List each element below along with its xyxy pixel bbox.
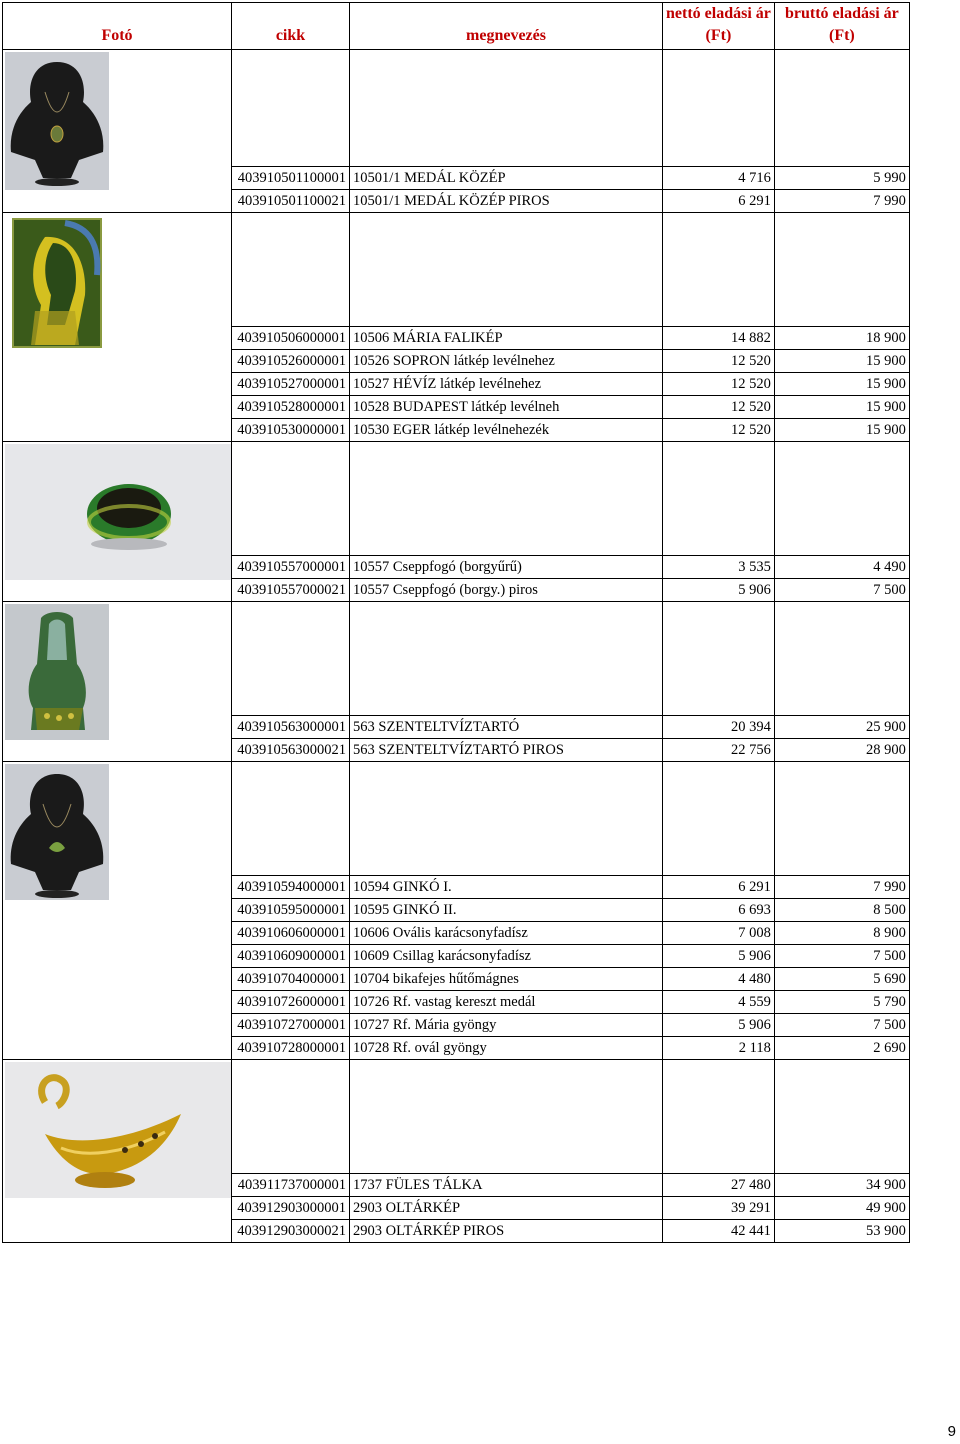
holy-water-font-photo — [5, 604, 109, 740]
photo-row — [3, 213, 910, 327]
gross-price-cell: 7 500 — [774, 579, 909, 602]
photo-cell — [3, 213, 232, 442]
name-cell: 10501/1 MEDÁL KÖZÉP — [350, 167, 663, 190]
photo-row — [3, 762, 910, 876]
name-cell: 2903 OLTÁRKÉP — [350, 1197, 663, 1220]
name-cell: 563 SZENTELTVÍZTARTÓ PIROS — [350, 739, 663, 762]
cikk-cell: 403910557000001 — [232, 556, 350, 579]
name-cell: 10606 Ovális karácsonyfadísz — [350, 922, 663, 945]
cikk-cell: 403910704000001 — [232, 968, 350, 991]
cikk-cell: 403910528000001 — [232, 396, 350, 419]
name-cell: 563 SZENTELTVÍZTARTÓ — [350, 716, 663, 739]
cikk-cell: 403910527000001 — [232, 373, 350, 396]
gross-price-cell: 34 900 — [774, 1174, 909, 1197]
photo-cell — [3, 602, 232, 762]
header-netto-line1: nettó eladási ár — [666, 5, 771, 22]
gross-price-cell: 53 900 — [774, 1220, 909, 1243]
header-brutto-line2: (Ft) — [828, 27, 855, 44]
gross-price-cell: 25 900 — [774, 716, 909, 739]
net-price-cell: 12 520 — [663, 350, 775, 373]
name-cell: 10557 Cseppfogó (borgyűrű) — [350, 556, 663, 579]
name-cell: 10609 Csillag karácsonyfadísz — [350, 945, 663, 968]
header-brutto-line1: bruttó eladási ár — [784, 5, 899, 22]
photo-row — [3, 1060, 910, 1174]
cikk-cell: 403910728000001 — [232, 1037, 350, 1060]
cikk-cell: 403910727000001 — [232, 1014, 350, 1037]
header-foto: Fotó — [3, 3, 232, 50]
header-cikk: cikk — [232, 3, 350, 50]
ginkgo-necklace-photo — [5, 764, 109, 900]
name-cell: 10595 GINKÓ II. — [350, 899, 663, 922]
net-price-cell: 5 906 — [663, 945, 775, 968]
cikk-cell: 403910563000001 — [232, 716, 350, 739]
mary-plaque-photo — [5, 215, 109, 351]
net-price-cell: 42 441 — [663, 1220, 775, 1243]
gross-price-cell: 7 500 — [774, 1014, 909, 1037]
name-cell: 2903 OLTÁRKÉP PIROS — [350, 1220, 663, 1243]
cikk-cell: 403910594000001 — [232, 876, 350, 899]
net-price-cell: 7 008 — [663, 922, 775, 945]
cikk-cell: 403910606000001 — [232, 922, 350, 945]
photo-cell — [3, 50, 232, 213]
gross-price-cell: 8 900 — [774, 922, 909, 945]
name-cell: 10506 MÁRIA FALIKÉP — [350, 327, 663, 350]
necklace-bust-photo — [5, 52, 109, 190]
cikk-cell: 403910530000001 — [232, 419, 350, 442]
net-price-cell: 6 291 — [663, 876, 775, 899]
photo-row — [3, 50, 910, 167]
cikk-cell: 403910595000001 — [232, 899, 350, 922]
gross-price-cell: 15 900 — [774, 350, 909, 373]
net-price-cell: 12 520 — [663, 396, 775, 419]
name-cell: 10726 Rf. vastag kereszt medál — [350, 991, 663, 1014]
name-cell: 10527 HÉVÍZ látkép levélnehez — [350, 373, 663, 396]
cikk-cell: 403910726000001 — [232, 991, 350, 1014]
gross-price-cell: 7 500 — [774, 945, 909, 968]
gross-price-cell: 15 900 — [774, 373, 909, 396]
net-price-cell: 20 394 — [663, 716, 775, 739]
gross-price-cell: 2 690 — [774, 1037, 909, 1060]
name-cell: 1737 FÜLES TÁLKA — [350, 1174, 663, 1197]
net-price-cell: 4 480 — [663, 968, 775, 991]
gross-price-cell: 8 500 — [774, 899, 909, 922]
cikk-cell: 403910506000001 — [232, 327, 350, 350]
page-number: 9 — [947, 1423, 956, 1440]
photo-cell — [3, 762, 232, 1060]
name-cell: 10727 Rf. Mária gyöngy — [350, 1014, 663, 1037]
net-price-cell: 22 756 — [663, 739, 775, 762]
gross-price-cell: 18 900 — [774, 327, 909, 350]
cikk-cell: 403910501100001 — [232, 167, 350, 190]
net-price-cell: 14 882 — [663, 327, 775, 350]
net-price-cell: 4 716 — [663, 167, 775, 190]
name-cell: 10704 bikafejes hűtőmágnes — [350, 968, 663, 991]
cikk-cell: 403910557000021 — [232, 579, 350, 602]
net-price-cell: 12 520 — [663, 373, 775, 396]
name-cell: 10557 Cseppfogó (borgy.) piros — [350, 579, 663, 602]
net-price-cell: 6 291 — [663, 190, 775, 213]
photo-cell — [3, 1060, 232, 1243]
name-cell: 10594 GINKÓ I. — [350, 876, 663, 899]
net-price-cell: 39 291 — [663, 1197, 775, 1220]
gross-price-cell: 5 690 — [774, 968, 909, 991]
price-list-table — [2, 2, 910, 1243]
header-megnevezes: megnevezés — [350, 3, 663, 50]
net-price-cell: 4 559 — [663, 991, 775, 1014]
cikk-cell: 403910526000001 — [232, 350, 350, 373]
header-row — [3, 3, 910, 50]
drip-ring-photo — [5, 444, 231, 580]
net-price-cell: 12 520 — [663, 419, 775, 442]
cikk-cell: 403910501100021 — [232, 190, 350, 213]
cikk-cell: 403911737000001 — [232, 1174, 350, 1197]
photo-row — [3, 602, 910, 716]
gross-price-cell: 5 790 — [774, 991, 909, 1014]
cikk-cell: 403912903000021 — [232, 1220, 350, 1243]
net-price-cell: 3 535 — [663, 556, 775, 579]
gross-price-cell: 7 990 — [774, 876, 909, 899]
name-cell: 10528 BUDAPEST látkép levélneh — [350, 396, 663, 419]
gross-price-cell: 5 990 — [774, 167, 909, 190]
net-price-cell: 27 480 — [663, 1174, 775, 1197]
header-netto — [663, 3, 775, 50]
net-price-cell: 5 906 — [663, 579, 775, 602]
net-price-cell: 5 906 — [663, 1014, 775, 1037]
net-price-cell: 2 118 — [663, 1037, 775, 1060]
photo-cell — [3, 442, 232, 602]
name-cell: 10728 Rf. ovál gyöngy — [350, 1037, 663, 1060]
net-price-cell: 6 693 — [663, 899, 775, 922]
header-netto-line2: (Ft) — [705, 27, 732, 44]
name-cell: 10526 SOPRON látkép levélnehez — [350, 350, 663, 373]
cikk-cell: 403912903000001 — [232, 1197, 350, 1220]
name-cell: 10501/1 MEDÁL KÖZÉP PIROS — [350, 190, 663, 213]
header-brutto — [774, 3, 909, 50]
name-cell: 10530 EGER látkép levélnehezék — [350, 419, 663, 442]
gross-price-cell: 7 990 — [774, 190, 909, 213]
handled-bowl-photo — [5, 1062, 231, 1198]
gross-price-cell: 15 900 — [774, 419, 909, 442]
cikk-cell: 403910609000001 — [232, 945, 350, 968]
gross-price-cell: 4 490 — [774, 556, 909, 579]
photo-row — [3, 442, 910, 556]
cikk-cell: 403910563000021 — [232, 739, 350, 762]
gross-price-cell: 28 900 — [774, 739, 909, 762]
gross-price-cell: 49 900 — [774, 1197, 909, 1220]
gross-price-cell: 15 900 — [774, 396, 909, 419]
